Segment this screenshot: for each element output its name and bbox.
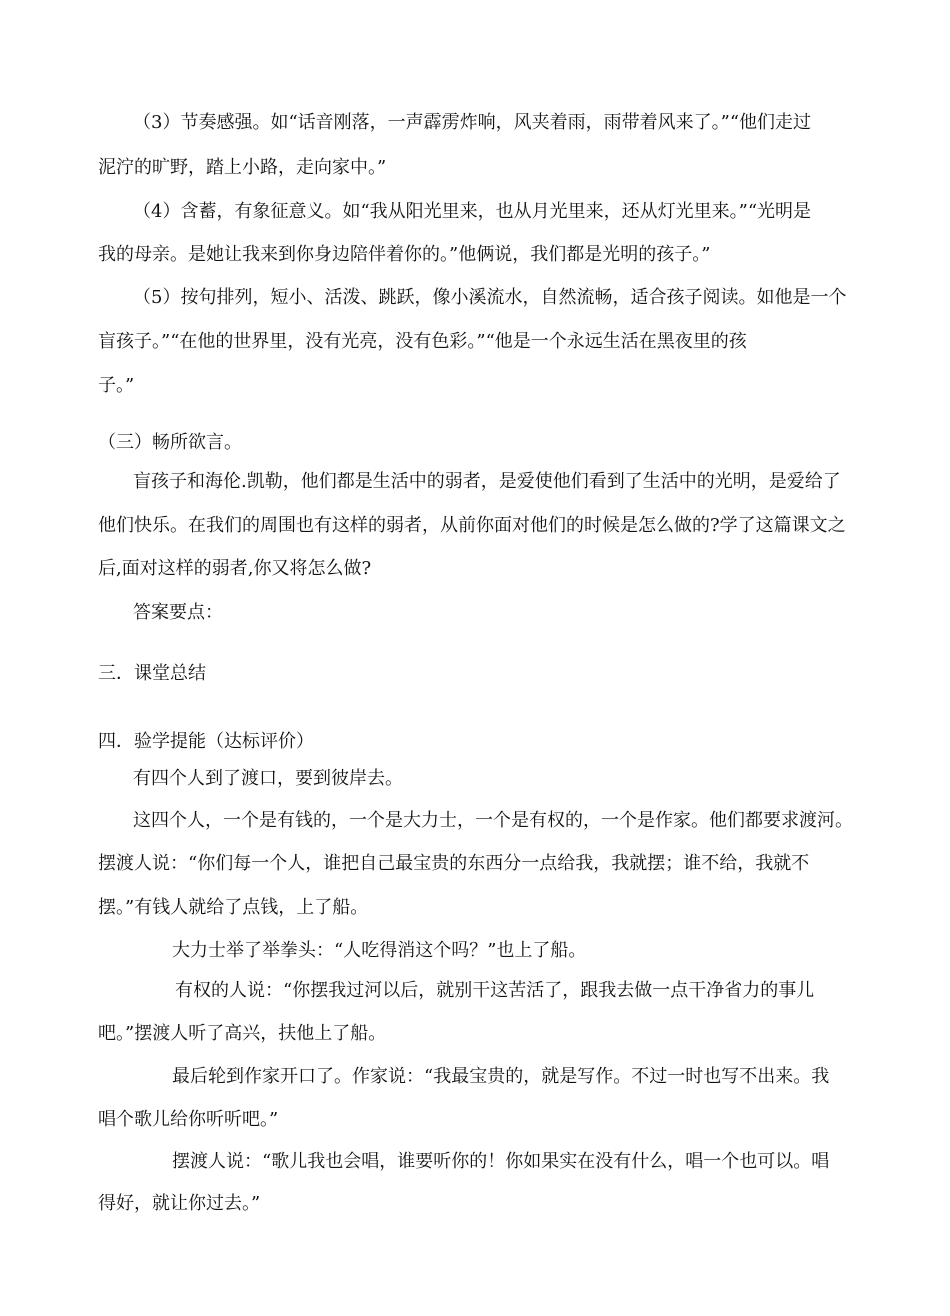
paragraph-line: 得好，就让你过去。”	[98, 1193, 261, 1214]
paragraph-line: （5）按句排列，短小、活泼、跳跃，像小溪流水，自然流畅，适合孩子阅读。如他是一个	[133, 287, 847, 308]
paragraph-line: 大力士举了举拳头：“人吃得消这个吗？”也上了船。	[172, 940, 587, 961]
paragraph-line: 摆。”有钱人就给了点钱，上了船。	[98, 897, 369, 918]
paragraph-line: 吧。”摆渡人听了高兴，扶他上了船。	[98, 1023, 387, 1044]
paragraph-line: 盲孩子。”“在他的世界里，没有光亮，没有色彩。”“他是一个永远生活在黑夜里的孩	[98, 331, 747, 352]
paragraph-line: 最后轮到作家开口了。作家说：“我最宝贵的，就是写作。不过一时也写不出来。我	[172, 1066, 830, 1087]
section-heading: （三）畅所欲言。	[98, 432, 242, 453]
paragraph-line: 后,面对这样的弱者,你又将怎么做?	[98, 558, 372, 579]
section-heading: 四．验学提能（达标评价）	[98, 731, 314, 752]
paragraph-line: 有权的人说：“你摆我过河以后，就别干这苦活了，跟我去做一点干净省力的事儿	[175, 980, 815, 1001]
paragraph-line: 我的母亲。是她让我来到你身边陪伴着你的。”他俩说，我们都是光明的孩子。”	[98, 244, 711, 265]
paragraph-line: （3）节奏感强。如“话音刚落，一声霹雳炸响，风夹着雨，雨带着风来了。”“他们走过	[133, 112, 812, 133]
paragraph-line: 摆渡人说：“你们每一个人，谁把自己最宝贵的东西分一点给我，我就摆；谁不给，我就不	[98, 853, 810, 874]
paragraph-line: 有四个人到了渡口，要到彼岸去。	[133, 768, 403, 789]
paragraph-line: 子。”	[98, 375, 135, 396]
section-heading: 三．课堂总结	[98, 663, 206, 684]
paragraph-line: （4）含蓄，有象征意义。如“我从阳光里来，也从月光里来，还从灯光里来。”“光明是	[133, 201, 812, 222]
paragraph-line: 他们快乐。在我们的周围也有这样的弱者，从前你面对他们的时候是怎么做的?学了这篇课文之	[98, 515, 846, 536]
paragraph-line: 泥泞的旷野，踏上小路，走向家中。”	[98, 157, 387, 178]
paragraph-line: 盲孩子和海伦.凯勒，他们都是生活中的弱者，是爱使他们看到了生活中的光明，是爱给了	[133, 471, 841, 492]
paragraph-line: 摆渡人说：“歌儿我也会唱，谁要听你的！你如果实在没有什么，唱一个也可以。唱	[172, 1151, 830, 1172]
paragraph-line: 唱个歌儿给你听听吧。”	[98, 1109, 279, 1130]
paragraph-line: 答案要点：	[133, 602, 223, 623]
paragraph-line: 这四个人，一个是有钱的，一个是大力士，一个是有权的，一个是作家。他们都要求渡河。	[133, 810, 853, 831]
